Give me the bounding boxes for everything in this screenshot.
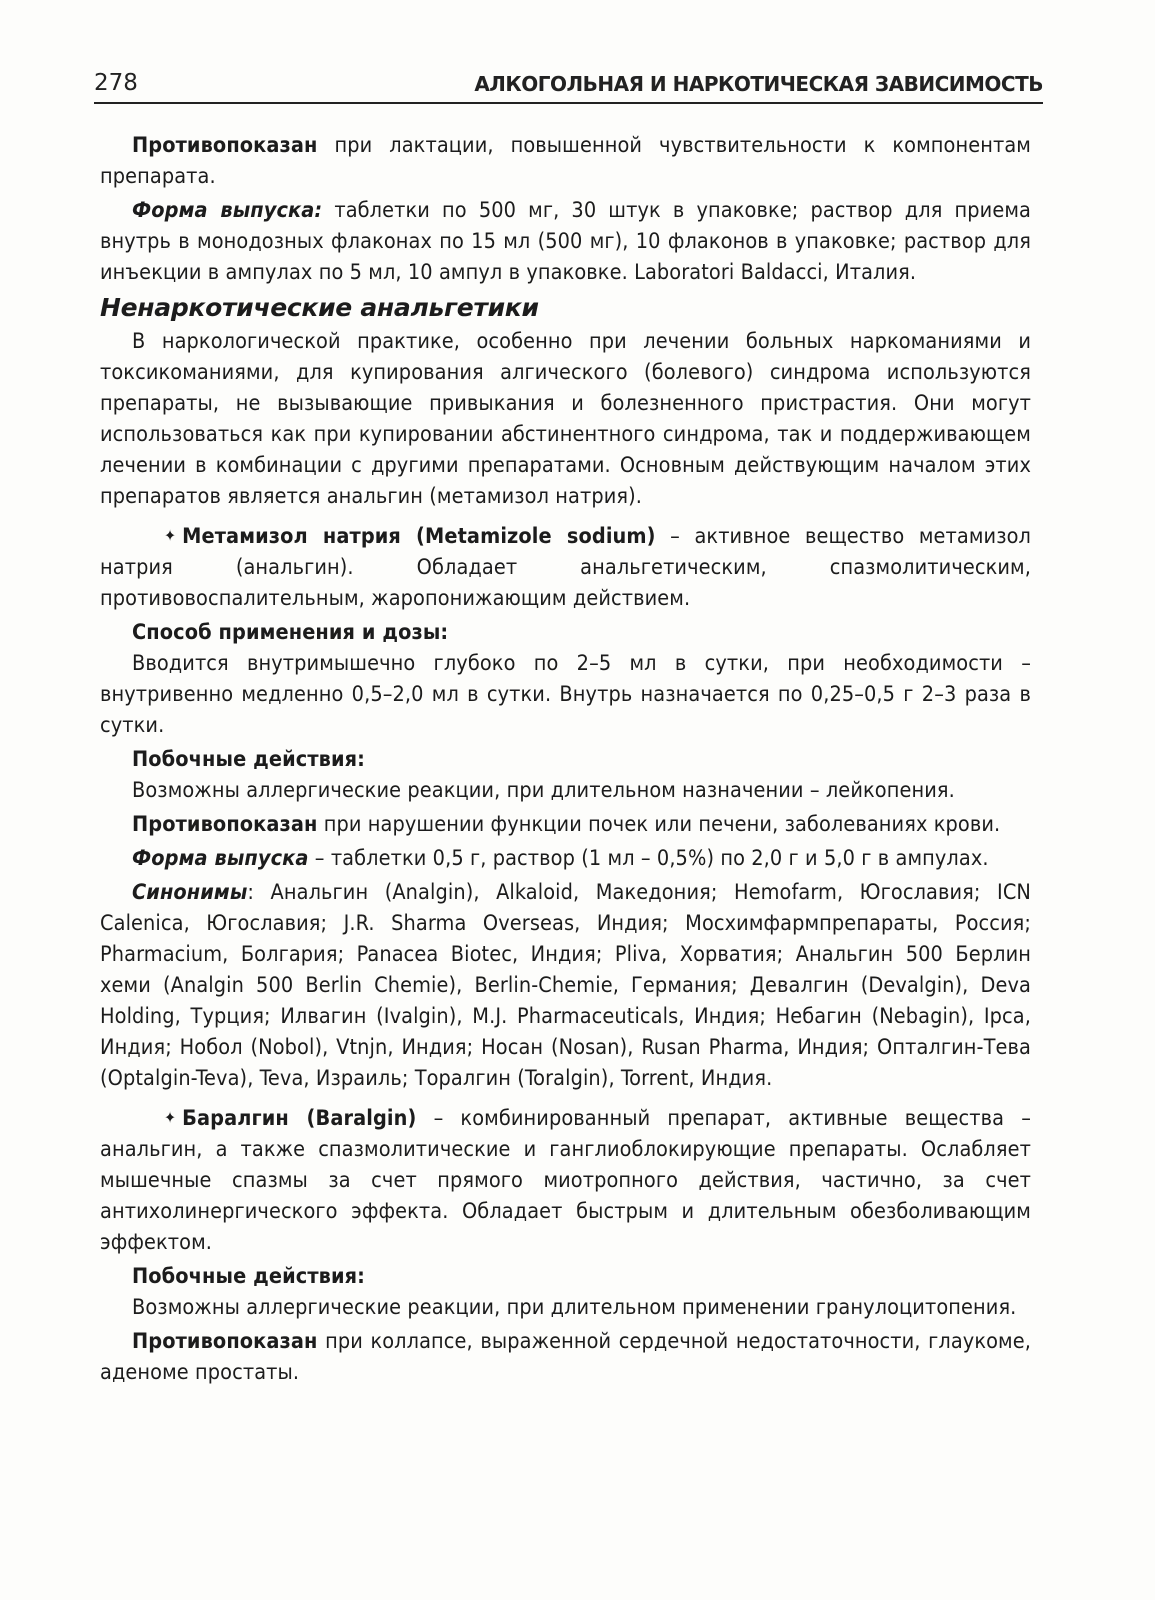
release-form-paragraph (100, 195, 1031, 288)
drug-name: Баралгин (Baralgin) (182, 1106, 417, 1131)
page-header (94, 62, 1043, 104)
contraindication-paragraph (100, 1326, 1031, 1388)
synonyms-paragraph (100, 877, 1031, 1094)
intro-paragraph: В наркологической практике, особенно при лечении больных наркоманиями и токсикоманиями, для купирования алгического (болевого) синдрома используются препараты, не вызывающие привыкания и болезненного пристрастия. Они могут использоваться как при купировании абстинентного синдрома, так и поддерживающем лечении в комбинации с другими препаратами. Основным действующим началом этих препаратов является анальгин (метамизол натрия). (100, 329, 1031, 509)
side-effects-text: Возможны аллергические реакции, при длительном назначении – лейкопения. (132, 778, 955, 803)
contraindication-label: Противопоказан (132, 812, 318, 837)
bullet-diamond-icon: ✦ (164, 526, 177, 545)
side-effects-text: Возможны аллергические реакции, при длительном применении гранулоцитопения. (132, 1295, 1017, 1320)
dosage-text: Вводится внутримышечно глубоко по 2–5 мл в сутки, при необходимости – внутривенно медленно 0,5–2,0 мл в сутки. Внутрь назначается по 0,25–0,5 г 2–3 раза в сутки. (100, 651, 1031, 738)
bullet-diamond-icon: ✦ (164, 1108, 177, 1127)
release-form-label: Форма выпуска (132, 846, 309, 871)
release-form-text: таблетки по 500 мг, 30 штук в упаковке; раствор для приема внутрь в монодозных флаконах по 15 мл (500 мг), 10 флаконов в упаковке; раствор для инъекции в ампулах по 5 мл, 10 ампул в упаковке. Laboratori Baldacci, Италия. (100, 198, 1031, 285)
contraindication-paragraph (100, 809, 1031, 840)
drug-name: Метамизол натрия (Metamizole sodium) (182, 524, 656, 549)
side-effects-heading: Побочные действия: (132, 1264, 365, 1289)
page-body (100, 130, 1031, 1391)
side-effects-heading: Побочные действия: (132, 747, 365, 772)
contraindication-paragraph (100, 130, 1031, 192)
contraindication-text: при нарушении функции почек или печени, заболеваниях крови. (317, 812, 1001, 837)
release-form-label: Форма выпуска: (132, 198, 323, 223)
synonyms-text: : Анальгин (Analgin), Alkaloid, Македония; Hemofarm, Югославия; ICN Calenica, Югославия; J.R. Sharma Overseas, Индия; Мосхимфармпрепараты, Россия; Pharmacium, Болгария; Panacea Biotec, Индия; Pliva, Хорватия; Анальгин 500 Берлин хеми (Analgin 500 Berlin Chemie), Berlin-Chemie, Германия; Девалгин (Devalgin), Deva Holding, Турция; Илвагин (Ivalgin), M.J. Pharmaceuticals, Индия; Небагин (Nebagin), Ipca, Индия; Нобол (Nobol), Vtnjn, Индия; Носан (Nosan), Rusan Pharma, Индия; Опталгин-Тева (Optalgin-Teva), Teva, Израиль; Торалгин (Toralgin), Torrent, Индия. (100, 880, 1031, 1091)
drug-entry-metamizole (100, 520, 1031, 614)
section-title: Ненаркотические анальгетики (100, 293, 539, 322)
release-form-text: – таблетки 0,5 г, раствор (1 мл – 0,5%) по 2,0 г и 5,0 г в ампулах. (308, 846, 989, 871)
contraindication-text: при коллапсе, выраженной сердечной недостаточности, глаукоме, аденоме простаты. (100, 1329, 1031, 1385)
drug-entry-baralgin (100, 1102, 1031, 1258)
running-head: АЛКОГОЛЬНАЯ И НАРКОТИЧЕСКАЯ ЗАВИСИМОСТЬ (474, 72, 1043, 96)
dosage-heading: Способ применения и дозы: (132, 620, 449, 645)
drug-description: – комбинированный препарат, активные вещества – анальгин, а также спазмолитические и ганглиоблокирующие препараты. Ослабляет мышечные спазмы за счет прямого миотропного действия, частично, за счет антихолинергического эффекта. Обладает быстрым и длительным обезболивающим эффектом. (100, 1106, 1031, 1255)
contraindication-label: Противопоказан (132, 133, 318, 158)
contraindication-label: Противопоказан (132, 1329, 318, 1354)
drug-description: – активное вещество метамизол натрия (анальгин). Обладает анальгетическим, спазмолитическим, противовоспалительным, жаропонижающим действием. (100, 524, 1031, 611)
contraindication-text: при лактации, повышенной чувствительности к компонентам препарата. (100, 133, 1031, 189)
page-number: 278 (94, 70, 138, 96)
release-form-paragraph (100, 843, 1031, 874)
synonyms-label: Синонимы (132, 880, 248, 905)
